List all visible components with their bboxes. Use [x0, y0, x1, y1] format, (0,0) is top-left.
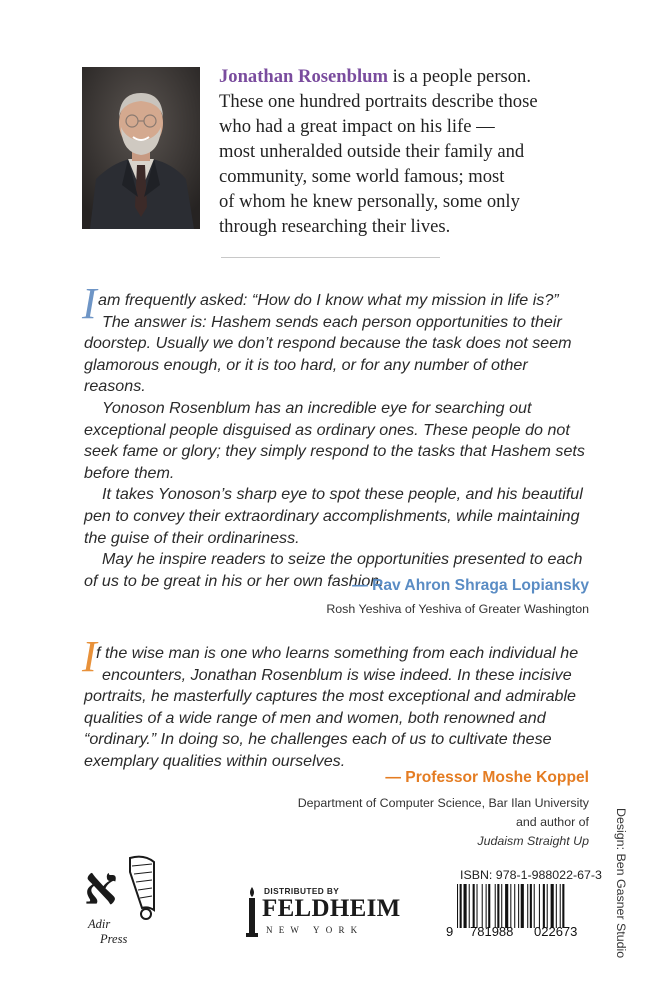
bio-line: community, some world famous; most — [219, 166, 505, 187]
quote1-line: of us to be great in his or her own fashion. — [84, 571, 384, 590]
author-name: Jonathan Rosenblum — [219, 66, 388, 87]
quote1-line: am frequently asked: “How do I know what my mission in life is?” — [98, 291, 559, 309]
barcode-bar — [457, 884, 458, 928]
quote2-attribution-prefix: and author of — [515, 815, 589, 829]
quote1-line: glamorous enough, or it is too hard, or for any number of other — [84, 355, 528, 374]
quote2-attribution-line2 — [298, 813, 589, 851]
barcode-bar — [547, 884, 548, 928]
author-photo — [82, 67, 200, 229]
quote2-attribution-line1: Department of Computer Science, Bar Ilan University — [297, 796, 589, 810]
bio-line: of whom he knew personally, some only — [219, 191, 520, 212]
bio-line: most unheralded outside their family and — [219, 141, 525, 162]
barcode-bar — [539, 884, 540, 928]
bio-line: through researching their lives. — [219, 216, 451, 237]
feldheim-name: FELDHEIM — [262, 895, 401, 922]
quote1-line: It takes Yonoson’s sharp eye to spot these people, and his beautiful — [102, 485, 583, 504]
divider-rule — [221, 257, 440, 258]
isbn-barcode — [455, 884, 593, 928]
adir-press-line2: Press — [100, 932, 128, 946]
distributed-by-label: DISTRIBUTED BY — [264, 886, 340, 896]
quote1-line: the guise of their ordinariness. — [84, 528, 300, 547]
quote1-line: Yonoson Rosenblum has an incredible eye for searching out — [102, 398, 532, 417]
barcode-bar — [543, 884, 545, 928]
barcode-bar — [473, 884, 475, 928]
quote1-line: reasons. — [84, 377, 146, 396]
quote2-dropcap: I — [82, 632, 97, 681]
barcode-bar — [477, 884, 478, 928]
author-portrait-image — [82, 67, 200, 229]
barcode-bar — [464, 884, 467, 928]
barcode-bar — [486, 884, 487, 928]
quote1-attribution: — Rav Ahron Shraga Lopiansky — [352, 577, 589, 594]
barcode-digit-group2: 022673 — [534, 924, 578, 939]
designer-credit: Design: Ben Gasner Studio — [614, 808, 628, 959]
barcode-bar — [514, 884, 515, 928]
barcode-bar — [551, 884, 554, 928]
quote2-attribution-title — [298, 794, 589, 851]
quote2-line: encounters, Jonathan Rosenblum is wise indeed. In these incisive — [102, 665, 572, 684]
quote1-text — [84, 290, 584, 592]
author-bio — [219, 64, 629, 239]
quote2-book-title: Judaism Straight Up — [477, 834, 589, 848]
quote1-line: exceptional people disguised as ordinary ones. These people do not — [84, 420, 570, 439]
quote2-line: exemplary qualities within ourselves. — [84, 751, 346, 770]
quote2-line: “ordinary.” In doing so, he challenges each of us to cultivate these — [84, 730, 552, 749]
quote1-line: pen to convey their extraordinary accomplishments, while maintaining — [84, 506, 580, 525]
bio-line-1 — [219, 64, 629, 89]
quote1-line: May he inspire readers to seize the opportunities presented to each — [102, 550, 583, 569]
barcode-bar — [560, 884, 561, 928]
quote2-line: qualities of a wide range of men and women, both renowned and — [84, 708, 546, 727]
barcode-bar — [482, 884, 483, 928]
barcode-bar — [534, 884, 535, 928]
barcode-bar — [556, 884, 557, 928]
aleph-glyph: א — [84, 856, 118, 917]
quote2-text — [84, 643, 584, 773]
barcode-bar — [469, 884, 470, 928]
barcode-bar — [530, 884, 532, 928]
barcode-bar — [527, 884, 528, 928]
barcode-bar — [521, 884, 524, 928]
barcode-bar — [497, 884, 499, 928]
quote1-line: The answer is: Hashem sends each person opportunities to their — [102, 312, 562, 331]
barcode-bar — [562, 884, 564, 928]
bio-line-1-rest: is a people person. — [387, 66, 531, 87]
barcode-bar — [488, 884, 490, 928]
barcode-bar — [495, 884, 496, 928]
quote1-dropcap: I — [82, 279, 97, 328]
adir-press-wordmark — [82, 917, 142, 947]
barcode-digit-group1: 781988 — [470, 924, 514, 939]
quote2-line: f the wise man is one who learns something from each individual he — [96, 644, 579, 662]
quote2-line: portraits, he masterfully captures the most exceptional and admirable — [84, 687, 576, 706]
bio-line: These one hundred portraits describe those — [219, 91, 538, 112]
barcode-bar — [460, 884, 462, 928]
barcode-bar — [505, 884, 508, 928]
barcode-bar — [501, 884, 502, 928]
quote1-line: seek fame or glory; they simply respond to the tasks that Hashem sets — [84, 442, 585, 461]
barcode-digit-lead: 9 — [446, 924, 454, 939]
quote1-attribution-title: Rosh Yeshiva of Yeshiva of Greater Washington — [326, 602, 589, 616]
isbn-label: ISBN: 978-1-988022-67-3 — [460, 868, 602, 882]
bio-line: who had a great impact on his life — — [219, 116, 495, 137]
quote1-line: before them. — [84, 463, 175, 482]
barcode-bar — [510, 884, 511, 928]
barcode-bar — [518, 884, 519, 928]
quote2-attribution: — Professor Moshe Koppel — [385, 769, 589, 786]
adir-press-line1: Adir — [88, 917, 111, 931]
feldheim-city: NEW YORK — [266, 925, 364, 935]
quote1-line: doorstep. Usually we don’t respond because the task does not seem — [84, 334, 572, 353]
